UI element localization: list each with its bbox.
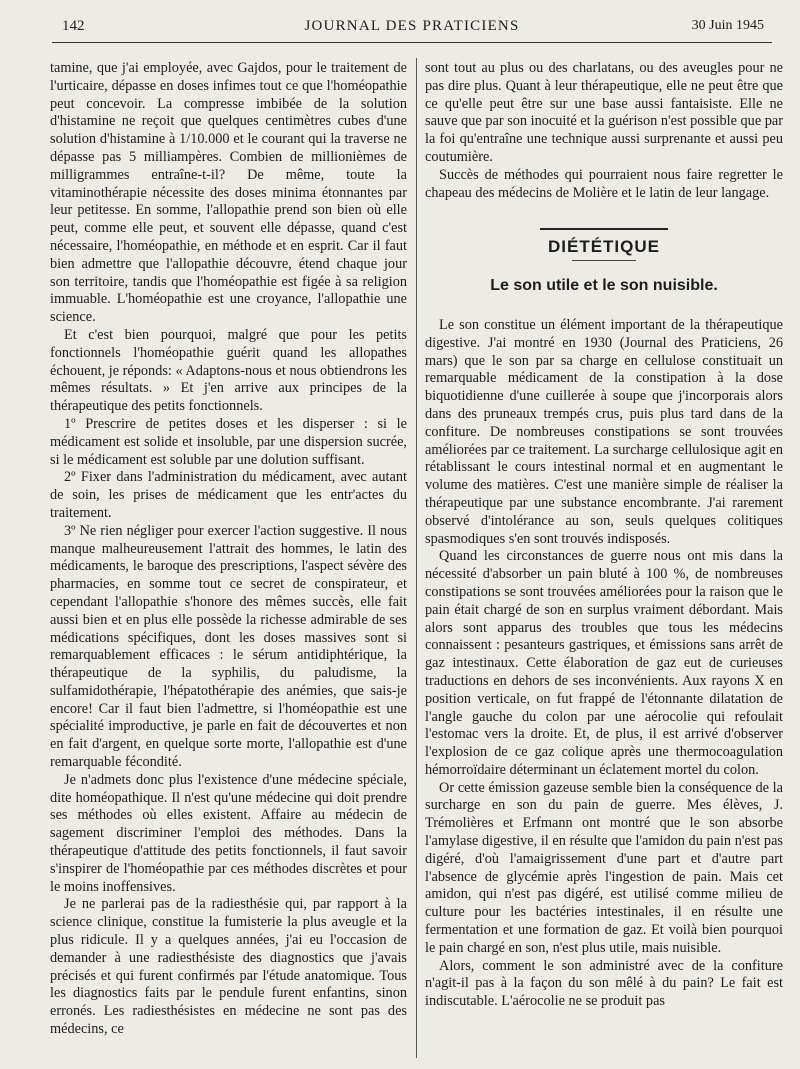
paragraph: Je ne parlerai pas de la radiesthésie qui, par rapport à la science clinique, constitue la fumisterie la plus aveugle et la plus ridicule. Il y a quelques années, j'ai eu l'occasion de demander à une radiesthésiste des diagnostics que j'avais précisés et qui furent confirmés par l'étude anatomique. Tous les diagnostics faits par le pendule furent enfantins, sinon erronés. Les radiesthésistes en médecine ne sont pas des médecins, ce	[50, 896, 407, 1038]
paragraph: Or cette émission gazeuse semble bien la conséquence de la surcharge en son du pain de guerre. Mes élèves, J. Trémolières et Erfmann ont montré que le son absorbe l'amylase digestive, il en résulte que l'amidon du pain n'est pas digéré, d'où l'amaigrissement d'une part et d'autre part l'absence de glycémie après l'ingestion de pain. Mais cet amidon, qui n'est pas digéré, est utilisé comme milieu de culture pour les bactéries intestinales, il en résulte une fermentation et une formation de gaz. Et voilà bien pourquoi le pain chargé en son, n'est plus utile, mais nuisible.	[425, 779, 783, 956]
paragraph: tamine, que j'ai employée, avec Gajdos, pour le traitement de l'urticaire, dépasse en doses infimes tout ce que l'homéopathie peut concevoir. La compresse imbibée de la solution d'histamine ne reçoit que quelques centimètres cubes d'une solution d'histamine à 1/10.000 et le courant qui la traverse ne dépasse pas 5 milliampères. Combien de millionièmes de milligrammes entraîne-t-il? De même, toute la vitaminothérapie nécessite des doses minima étonnantes par leur petitesse. En somme, l'allopathie prend son bien où elle peut, comme elle peut, et souvent elle dépasse, quand c'est nécessaire, l'homéopathie, en méthode et en esprit. Car il faut bien admettre que l'allopathie découvre, étend chaque jour son territoire, tandis que l'homéopathie est figée à sa religion immuable. L'homéopathie est une croyance, l'allopathie une science.	[50, 60, 407, 326]
section-heading	[425, 228, 783, 261]
paragraph: Le son constitue un élément important de la thérapeutique digestive. J'ai montré en 1930 (Journal des Praticiens, 26 mars) que le son par sa charge en cellulose constituait un remarquable médicament de la constipation à la dose biquotidienne d'une cuillerée à soupe que j'incorporais alors dans des pruneaux trempés crus, puis plus tard dans de la confiture. De nombreuses constipations se sont trouvées améliorées par ce traitement. La surcharge cellulosique agit en rétablissant le cours intestinal normal et en augmentant le volume des matières. C'est une manière simple de réaliser la thérapeutique par une substance encombrante. J'ai rarement observé d'intolérance au son, seuls quelques colitiques spasmodiques s'en sont trouvés indisposés.	[425, 316, 783, 547]
issue-date: 30 Juin 1945	[691, 18, 764, 33]
paragraph: sont tout au plus ou des charlatans, ou des aveugles pour ne pas dire plus. Quant à leur thérapeutique, elle ne peut être que ce qu'elle peut être sur une base aussi fantaisiste. Elle ne sauve que par son inocuité et la guérison n'est possible que par la foi qu'entraîne une technique aussi surprenante et aussi peu coutumière.	[425, 60, 783, 165]
journal-title: JOURNAL DES PRATICIENS	[304, 18, 520, 34]
left-column	[50, 60, 407, 1039]
paragraph: 3º Ne rien négliger pour exercer l'action suggestive. Il nous manque malheureusement l'attrait des hommes, le latin des médicaments, le baroque des prescriptions, l'aspect sévère des pharmacies, en somme tout ce secret de conspirateur, et cependant l'allopathie s'honore des mêmes succès, elle fait aussi bien et en plus elle possède la richesse admirable de ses médications spécifiques, dont les doses massives sont si remarquablement efficaces : le sérum antidiphtérique, la thérapeutique de la syphilis, du paludisme, la sulfamidothérapie, l'hépatothérapie des anémies, que sais-je encore! Car il faut bien l'admettre, si l'homéopathie est une spécialité improductive, je parle en fait de découvertes et non en fait d'argent, en quelque sorte morte, l'allopathie est d'une remarquable fécondité.	[50, 522, 407, 771]
page-header	[52, 14, 772, 43]
right-column	[425, 60, 783, 1011]
paragraph: Je n'admets donc plus l'existence d'une médecine spéciale, dite homéopathique. Il n'est qu'une médecine qui doit prendre ses méthodes où elles existent. Affaire au médecin de sagement discriminer l'emploi des méthodes. Dans la thérapeutique d'attitude des petits fonctionnels, il faut savoir s'inspirer de l'homéopathie par ces méthodes discrètes et pour le moins inoffensives.	[50, 771, 407, 895]
heading-rule	[540, 228, 668, 230]
paragraph: 2º Fixer dans l'administration du médicament, avec autant de soin, les prises de médicament que les entr'actes du traitement.	[50, 469, 407, 521]
paragraph: Succès de méthodes qui pourraient nous faire regretter le chapeau des médecins de Molière et le latin de leur langage.	[425, 166, 783, 201]
paragraph: 1º Prescrire de petites doses et les disperser : si le médicament est solide et insoluble, par une dispersion sucrée, si le médicament est soluble par une dolution suffisant.	[50, 415, 407, 468]
paragraph: Alors, comment le son administré avec de la confiture n'agit-il pas à la façon du son mêlé à du pain? Le fait est indiscutable. L'aérocolie ne se produit pas	[425, 957, 783, 1010]
paragraph: Quand les circonstances de guerre nous ont mis dans la nécessité d'absorber un pain bluté à 100 %, de nombreuses constipations se sont trouvées améliorées pour la raison que le pain était chargé de son en surplus vraiment débordant. Mais alors sont apparus des troubles que tous les médecins connaissent : pesanteurs gastriques, et émissions sans arrêt de gaz intestinaux. Cette élaboration de gaz eut de curieuses traductions en dehors de ses inconvénients. Aux rayons X en position verticale, on fut frappé de l'étonnante dilatation de l'angle gauche du colon par une aérocolie qui refoulait l'estomac vers la droite. Et, de plus, il est arrivé d'observer l'explosion de ce gaz colique après une thermocoagulation hémorroïdaire déterminant un éclatement mortel du colon.	[425, 548, 783, 778]
paragraph: Et c'est bien pourquoi, malgré que pour les petits fonctionnels l'homéopathie guérit quand les allopathes échouent, je réponds: « Adaptons-nous et nous obtiendrons les mêmes résultats. » Et j'en arrive aux principes de la thérapeutique des petits fonctionnels.	[50, 326, 407, 415]
section-heading-text: DIÉTÉTIQUE	[547, 237, 660, 257]
article-title: Le son utile et le son nuisible.	[490, 277, 718, 295]
column-divider	[416, 58, 417, 1058]
heading-underline	[572, 260, 636, 261]
page-number: 142	[62, 18, 85, 34]
